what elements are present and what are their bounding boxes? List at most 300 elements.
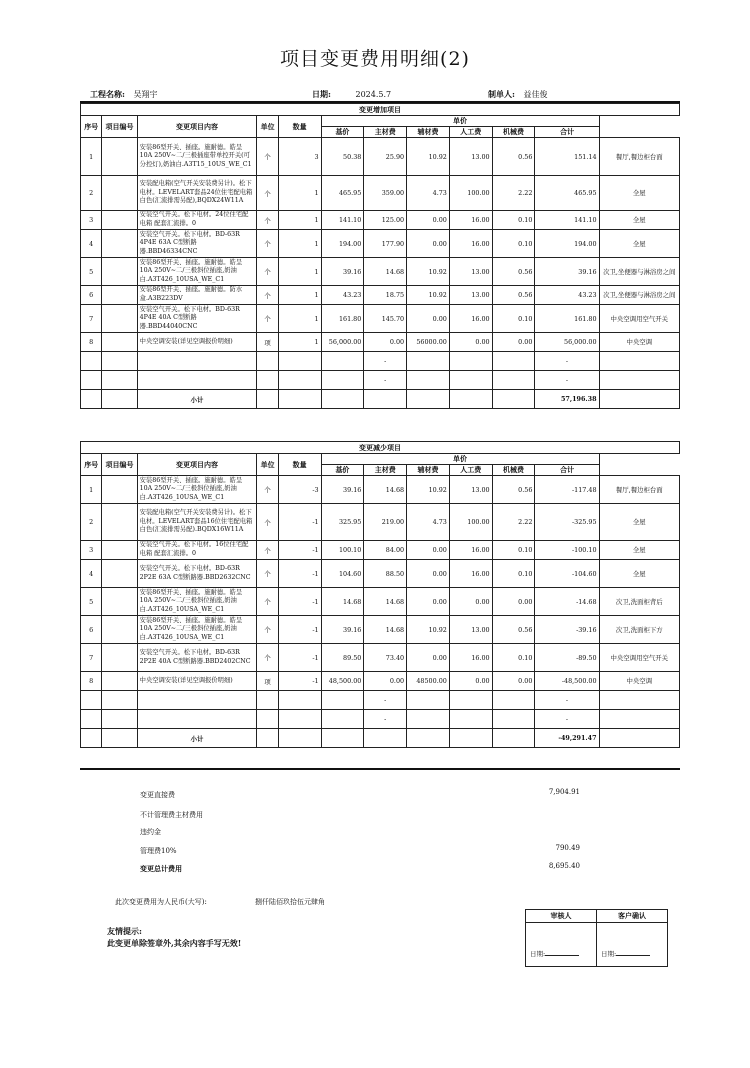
blank-cell — [407, 390, 450, 409]
row-labor: 13.00 — [449, 286, 492, 305]
blank-cell — [364, 390, 407, 409]
row-labor: 13.00 — [449, 616, 492, 644]
blank-dash: - — [535, 352, 599, 371]
row-main: 145.70 — [364, 305, 407, 333]
row-note: 餐厅,餐边柜台面 — [599, 138, 679, 176]
table-row — [81, 286, 680, 305]
blank-cell — [321, 352, 364, 371]
row-main: 18.75 — [364, 286, 407, 305]
blank-cell — [81, 691, 102, 710]
row-content: 安装空气开关。松下电材。BD-63R 2P2E 63A C型断路器.BBD2632CNC — [137, 560, 257, 588]
row-seq: 4 — [81, 230, 102, 258]
row-machine: 0.00 — [492, 672, 535, 691]
project-name — [90, 89, 158, 100]
blank-cell — [599, 729, 679, 748]
table-row — [81, 588, 680, 616]
row-aux: 10.92 — [407, 138, 450, 176]
row-aux: 0.00 — [407, 230, 450, 258]
table-row — [81, 176, 680, 211]
row-main: 0.00 — [364, 672, 407, 691]
row-unit: 个 — [257, 230, 278, 258]
row-total: 151.14 — [535, 138, 599, 176]
row-code — [102, 230, 137, 258]
blank-cell — [137, 691, 257, 710]
row-code — [102, 644, 137, 672]
row-labor: 0.00 — [449, 588, 492, 616]
blank-dash: - — [364, 371, 407, 390]
blank-cell — [257, 390, 278, 409]
blank-row — [81, 710, 680, 729]
blank-cell — [407, 371, 450, 390]
row-total: 39.16 — [535, 258, 599, 286]
row-seq: 5 — [81, 258, 102, 286]
row-total: -104.60 — [535, 560, 599, 588]
row-qty: -3 — [278, 476, 321, 504]
row-labor: 100.00 — [449, 176, 492, 211]
amount-in-words-label: 此次变更费用为人民币(大写): — [115, 898, 207, 906]
row-total: 161.80 — [535, 305, 599, 333]
row-machine: 0.00 — [492, 333, 535, 352]
row-labor: 16.00 — [449, 560, 492, 588]
row-unit: 个 — [257, 305, 278, 333]
blank-cell — [257, 691, 278, 710]
row-aux: 0.00 — [407, 644, 450, 672]
col-content: 变更项目内容 — [137, 454, 257, 476]
col-aux: 辅材费 — [407, 465, 450, 476]
auditor-date — [530, 949, 579, 958]
row-aux: 10.92 — [407, 258, 450, 286]
col-base: 基价 — [321, 127, 364, 138]
row-machine: 2.22 — [492, 504, 535, 541]
row-code — [102, 211, 137, 230]
table-row — [81, 258, 680, 286]
project-label: 工程名称: — [90, 89, 125, 99]
row-main: 14.68 — [364, 588, 407, 616]
row-base: 14.68 — [321, 588, 364, 616]
row-total: -100.10 — [535, 541, 599, 560]
col-aux: 辅材费 — [407, 127, 450, 138]
row-content: 安装86型开关、插座。施耐德。防水盒.A3B223DV — [137, 286, 257, 305]
row-base: 325.95 — [321, 504, 364, 541]
auditor-box — [525, 909, 597, 967]
col-base: 基价 — [321, 465, 364, 476]
blank-cell — [137, 371, 257, 390]
blank-cell — [137, 710, 257, 729]
row-seq: 4 — [81, 560, 102, 588]
row-main: 84.00 — [364, 541, 407, 560]
blank-cell — [449, 371, 492, 390]
row-labor: 16.00 — [449, 230, 492, 258]
row-main: 25.90 — [364, 138, 407, 176]
date-label: 日期: — [312, 89, 331, 99]
row-seq: 7 — [81, 644, 102, 672]
row-machine: 0.10 — [492, 305, 535, 333]
col-machine: 机械费 — [492, 127, 535, 138]
blank-dash: - — [535, 371, 599, 390]
row-qty: -1 — [278, 672, 321, 691]
subtotal-value: -49,291.47 — [535, 729, 599, 748]
table-row — [81, 476, 680, 504]
client-date — [601, 949, 650, 958]
row-note: 次卫,坐便器与淋浴房之间 — [599, 258, 679, 286]
row-note: 全屋 — [599, 504, 679, 541]
client-label: 客户确认 — [597, 910, 667, 923]
blank-cell — [102, 710, 137, 729]
blank-cell — [257, 729, 278, 748]
row-total: -325.95 — [535, 504, 599, 541]
row-content: 安装86型开关、插座。施耐德。皓呈10A 250V~二/三极斜位插座,奶油白.A3T426_10USA_WE_C1 — [137, 476, 257, 504]
row-code — [102, 541, 137, 560]
blank-cell — [81, 710, 102, 729]
row-base: 141.10 — [321, 211, 364, 230]
row-labor: 16.00 — [449, 211, 492, 230]
row-content: 安装空气开关。松下电材。BD-63R 4P4E 40A C型断路器.BBD44040CNC — [137, 305, 257, 333]
blank-cell — [137, 352, 257, 371]
row-labor: 13.00 — [449, 138, 492, 176]
row-total: -48,500.00 — [535, 672, 599, 691]
row-labor: 16.00 — [449, 644, 492, 672]
blank-cell — [257, 371, 278, 390]
blank-cell — [599, 352, 679, 371]
row-code — [102, 333, 137, 352]
subtotal-row — [81, 390, 680, 409]
row-code — [102, 138, 137, 176]
table-row — [81, 541, 680, 560]
blank-cell — [257, 710, 278, 729]
row-total: 56,000.00 — [535, 333, 599, 352]
table-row — [81, 138, 680, 176]
table-row — [81, 230, 680, 258]
blank-cell — [599, 710, 679, 729]
row-aux: 4.73 — [407, 504, 450, 541]
row-note: 餐厅,餐边柜台面 — [599, 476, 679, 504]
maker-field — [488, 89, 548, 100]
blank-cell — [492, 371, 535, 390]
row-unit: 个 — [257, 258, 278, 286]
blank-cell — [321, 729, 364, 748]
row-code — [102, 176, 137, 211]
row-seq: 2 — [81, 176, 102, 211]
row-aux: 0.00 — [407, 560, 450, 588]
row-aux: 0.00 — [407, 541, 450, 560]
subtotal-label: 小计 — [137, 390, 257, 409]
row-qty: -1 — [278, 588, 321, 616]
row-qty: 1 — [278, 230, 321, 258]
col-total-inner: 合计 — [535, 465, 599, 476]
row-base: 89.50 — [321, 644, 364, 672]
row-main: 177.90 — [364, 230, 407, 258]
row-code — [102, 616, 137, 644]
blank-dash: - — [364, 691, 407, 710]
row-unit: 个 — [257, 616, 278, 644]
row-qty: 1 — [278, 333, 321, 352]
row-content: 安装配电箱(空气开关安装费另计)。松下电材。LEVELART套品24位住宅配电箱 白色(汇流排需另配),BQDX24W11A — [137, 176, 257, 211]
col-labor: 人工费 — [449, 465, 492, 476]
row-code — [102, 258, 137, 286]
row-qty: -1 — [278, 560, 321, 588]
blank-cell — [321, 390, 364, 409]
row-base: 48,500.00 — [321, 672, 364, 691]
decrease-table — [80, 441, 680, 748]
client-date-label: 日期: — [601, 950, 617, 958]
row-content: 中央空调安装(详见空调报价明细) — [137, 333, 257, 352]
table-row — [81, 616, 680, 644]
row-main: 14.68 — [364, 616, 407, 644]
row-base: 43.23 — [321, 286, 364, 305]
blank-cell — [492, 729, 535, 748]
row-machine: 0.56 — [492, 138, 535, 176]
col-qty: 数量 — [278, 454, 321, 476]
blank-cell — [278, 352, 321, 371]
blank-cell — [81, 371, 102, 390]
row-qty: 1 — [278, 211, 321, 230]
row-machine: 0.56 — [492, 476, 535, 504]
table-row — [81, 504, 680, 541]
row-labor: 0.00 — [449, 333, 492, 352]
row-note: 次卫,坐便器与淋浴房之间 — [599, 286, 679, 305]
blank-cell — [102, 390, 137, 409]
row-aux: 0.00 — [407, 588, 450, 616]
row-note: 次卫,洗面柜下方 — [599, 616, 679, 644]
row-labor: 16.00 — [449, 541, 492, 560]
table-row — [81, 305, 680, 333]
summary-rule — [80, 768, 680, 770]
blank-cell — [407, 691, 450, 710]
date-field — [312, 89, 391, 100]
tip-text: 此变更单除签章外,其余内容手写无效! — [107, 938, 242, 948]
increase-table — [80, 103, 680, 409]
row-code — [102, 476, 137, 504]
row-aux: 10.92 — [407, 616, 450, 644]
row-unit: 项 — [257, 333, 278, 352]
row-note: 全屋 — [599, 211, 679, 230]
blank-cell — [257, 352, 278, 371]
row-aux: 0.00 — [407, 305, 450, 333]
row-main: 125.00 — [364, 211, 407, 230]
table-row — [81, 672, 680, 691]
row-unit: 个 — [257, 560, 278, 588]
col-total-inner: 合计 — [535, 127, 599, 138]
row-total: -117.48 — [535, 476, 599, 504]
blank-cell — [81, 352, 102, 371]
blank-cell — [102, 352, 137, 371]
row-code — [102, 672, 137, 691]
blank-cell — [492, 691, 535, 710]
row-content: 安装86型开关、插座。施耐德。皓呈10A 250V~二/三极斜位插座,奶油白.A3T426_10USA_WE_C1 — [137, 258, 257, 286]
row-main: 14.68 — [364, 258, 407, 286]
blank-cell — [599, 691, 679, 710]
table-row — [81, 560, 680, 588]
row-main: 88.50 — [364, 560, 407, 588]
row-main: 359.00 — [364, 176, 407, 211]
row-content: 安装空气开关。松下电材。16位住宅配电箱 配套汇流排。0 — [137, 541, 257, 560]
blank-dash: - — [535, 710, 599, 729]
row-machine: 0.56 — [492, 616, 535, 644]
page-title: 项目变更费用明细(2) — [280, 48, 470, 70]
row-total: 141.10 — [535, 211, 599, 230]
row-main: 73.40 — [364, 644, 407, 672]
blank-cell — [102, 691, 137, 710]
subtotal-label: 小计 — [137, 729, 257, 748]
blank-cell — [321, 371, 364, 390]
col-price-group: 单价 — [321, 116, 599, 127]
table-row — [81, 333, 680, 352]
blank-cell — [599, 390, 679, 409]
row-machine: 2.22 — [492, 176, 535, 211]
row-content: 中央空调安装(详见空调报价明细) — [137, 672, 257, 691]
direct-cost-value: 7,904.91 — [548, 788, 580, 796]
row-base: 100.10 — [321, 541, 364, 560]
col-seq: 序号 — [81, 116, 102, 138]
excluded-material-label: 不计管理费主材费用 — [140, 811, 203, 819]
row-unit: 个 — [257, 541, 278, 560]
row-seq: 6 — [81, 286, 102, 305]
row-base: 161.80 — [321, 305, 364, 333]
col-unit: 单位 — [257, 116, 278, 138]
row-aux: 56000.00 — [407, 333, 450, 352]
date-value: 2024.5.7 — [355, 90, 392, 99]
table-row — [81, 644, 680, 672]
row-total: 194.00 — [535, 230, 599, 258]
blank-dash: - — [364, 352, 407, 371]
blank-cell — [492, 352, 535, 371]
project-value: 吴翔宇 — [133, 90, 158, 99]
col-unit: 单位 — [257, 454, 278, 476]
blank-dash: - — [535, 691, 599, 710]
row-machine: 0.00 — [492, 588, 535, 616]
row-seq: 6 — [81, 616, 102, 644]
row-qty: -1 — [278, 504, 321, 541]
row-seq: 8 — [81, 672, 102, 691]
row-unit: 个 — [257, 138, 278, 176]
row-code — [102, 560, 137, 588]
blank-cell — [449, 710, 492, 729]
blank-cell — [102, 729, 137, 748]
row-seq: 3 — [81, 211, 102, 230]
blank-cell — [278, 710, 321, 729]
blank-cell — [407, 352, 450, 371]
row-base: 104.60 — [321, 560, 364, 588]
row-machine: 0.10 — [492, 644, 535, 672]
row-note: 全屋 — [599, 230, 679, 258]
row-content: 安装空气开关。松下电材。BD-63R 2P2E 40A C型断路器.BBD2402CNC — [137, 644, 257, 672]
row-unit: 个 — [257, 211, 278, 230]
row-qty: -1 — [278, 616, 321, 644]
blank-cell — [599, 371, 679, 390]
row-content: 安装空气开关。松下电材。BD-63R 4P4E 63A C型断路器.BBD46334CNC — [137, 230, 257, 258]
row-base: 39.16 — [321, 476, 364, 504]
row-content: 安装86型开关、插座。施耐德。皓呈10A 250V~二/三极斜位插座,奶油白.A3T426_10USA_WE_C1 — [137, 588, 257, 616]
col-qty: 数量 — [278, 116, 321, 138]
col-price-group: 单价 — [321, 454, 599, 465]
blank-cell — [321, 710, 364, 729]
row-note: 全屋 — [599, 176, 679, 211]
col-main: 主材费 — [364, 465, 407, 476]
row-aux: 10.92 — [407, 476, 450, 504]
decrease-section-title: 变更减少项目 — [81, 442, 680, 454]
col-machine: 机械费 — [492, 465, 535, 476]
auditor-label: 审核人 — [526, 910, 596, 923]
row-unit: 个 — [257, 588, 278, 616]
row-total: -14.68 — [535, 588, 599, 616]
blank-cell — [449, 729, 492, 748]
row-main: 14.68 — [364, 476, 407, 504]
row-machine: 0.10 — [492, 541, 535, 560]
blank-cell — [407, 729, 450, 748]
row-qty: -1 — [278, 644, 321, 672]
row-code — [102, 588, 137, 616]
row-note: 中央空调 — [599, 333, 679, 352]
total-cost-label: 变更总计费用 — [140, 864, 182, 873]
col-code: 项目编号 — [102, 454, 137, 476]
row-seq: 2 — [81, 504, 102, 541]
row-content: 安装配电箱(空气开关安装费另计)。松下电材。LEVELART套品16位住宅配电箱 白色(汇流排需另配).BQDX16W11A — [137, 504, 257, 541]
row-labor: 0.00 — [449, 672, 492, 691]
col-seq: 序号 — [81, 454, 102, 476]
row-code — [102, 504, 137, 541]
row-labor: 13.00 — [449, 258, 492, 286]
blank-cell — [407, 710, 450, 729]
blank-cell — [102, 371, 137, 390]
row-unit: 个 — [257, 476, 278, 504]
row-note: 次卫,洗面柜背后 — [599, 588, 679, 616]
blank-dash: - — [364, 710, 407, 729]
row-labor: 13.00 — [449, 476, 492, 504]
blank-cell — [321, 691, 364, 710]
row-qty: 1 — [278, 258, 321, 286]
row-content: 安装86型开关、插座。施耐德。皓呈10A 250V~二/三极斜位插座,奶油白.A3T426_10USA_WE_C1 — [137, 616, 257, 644]
blank-cell — [81, 390, 102, 409]
row-note: 中央空调用空气开关 — [599, 305, 679, 333]
blank-cell — [449, 390, 492, 409]
row-note: 全屋 — [599, 541, 679, 560]
row-machine: 0.56 — [492, 258, 535, 286]
blank-row — [81, 352, 680, 371]
row-unit: 个 — [257, 644, 278, 672]
row-qty: 3 — [278, 138, 321, 176]
row-labor: 100.00 — [449, 504, 492, 541]
mgmt-fee-label: 管理费10% — [140, 847, 177, 855]
row-main: 219.00 — [364, 504, 407, 541]
penalty-label: 违约金 — [140, 828, 161, 836]
row-machine: 0.56 — [492, 286, 535, 305]
row-base: 39.16 — [321, 258, 364, 286]
row-machine: 0.10 — [492, 211, 535, 230]
row-machine: 0.10 — [492, 560, 535, 588]
row-seq: 1 — [81, 138, 102, 176]
row-total: -89.50 — [535, 644, 599, 672]
row-seq: 5 — [81, 588, 102, 616]
blank-cell — [364, 729, 407, 748]
subtotal-row — [81, 729, 680, 748]
blank-cell — [278, 729, 321, 748]
client-box — [596, 909, 668, 967]
direct-cost-label: 变更直接费 — [140, 791, 175, 799]
row-machine: 0.10 — [492, 230, 535, 258]
row-seq: 8 — [81, 333, 102, 352]
blank-cell — [449, 352, 492, 371]
row-aux: 0.00 — [407, 211, 450, 230]
row-total: 43.23 — [535, 286, 599, 305]
blank-cell — [449, 691, 492, 710]
row-unit: 项 — [257, 672, 278, 691]
row-content: 安装空气开关。松下电材。24位住宅配电箱 配套汇流排。0 — [137, 211, 257, 230]
row-seq: 1 — [81, 476, 102, 504]
col-labor: 人工费 — [449, 127, 492, 138]
row-base: 39.16 — [321, 616, 364, 644]
row-unit: 个 — [257, 504, 278, 541]
row-aux: 4.73 — [407, 176, 450, 211]
